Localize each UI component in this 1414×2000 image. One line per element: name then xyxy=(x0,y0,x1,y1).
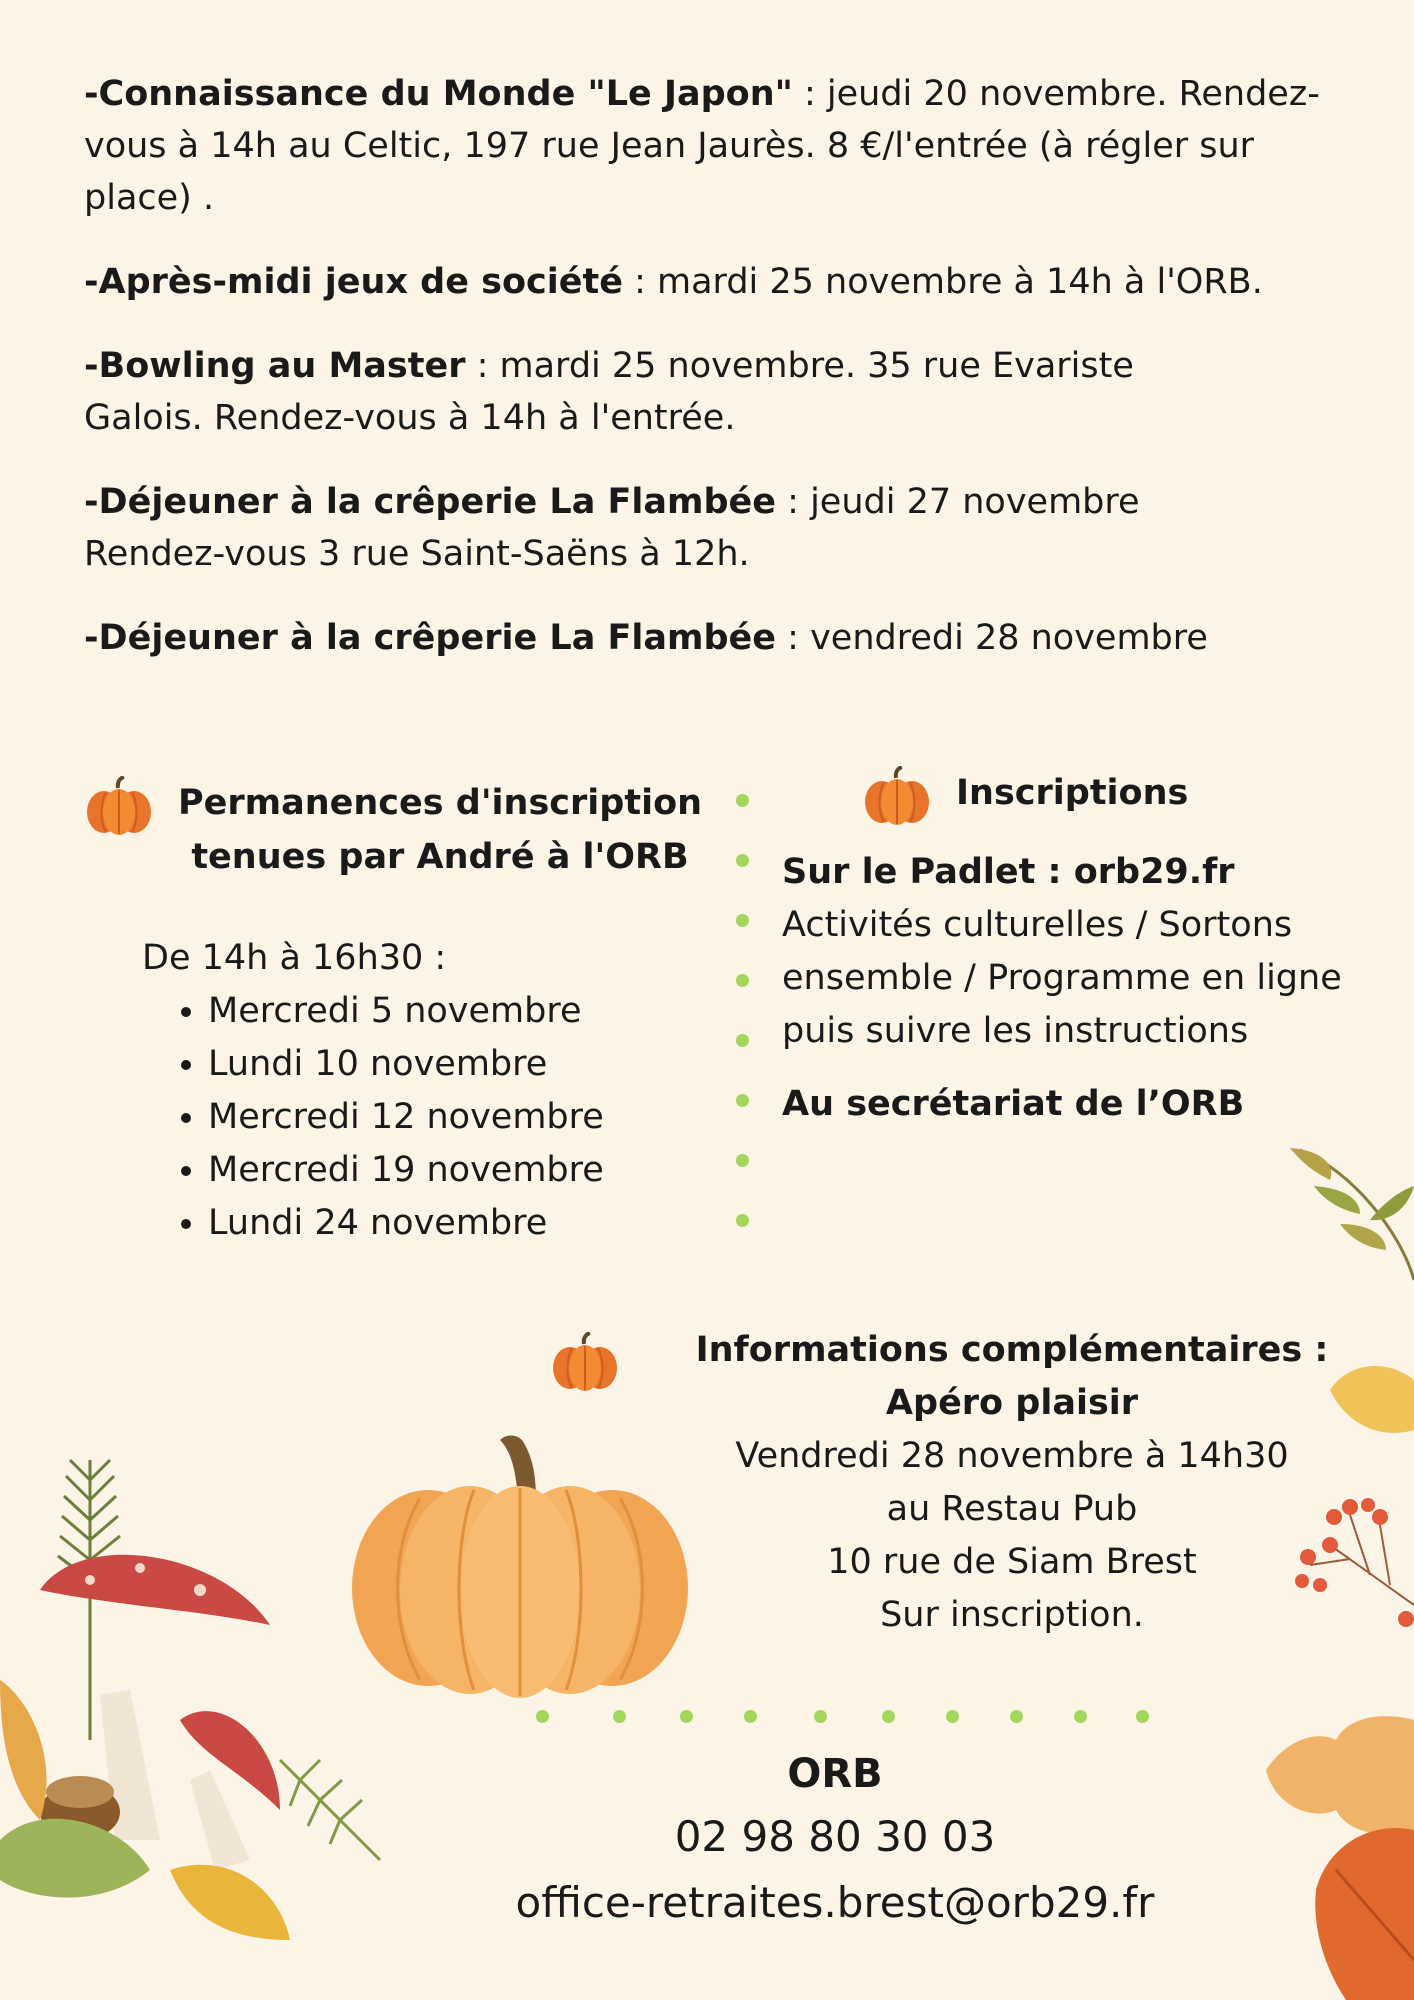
divider-dot xyxy=(736,854,749,867)
divider-dot xyxy=(736,914,749,927)
permanences-title-line: tenues par André à l'ORB xyxy=(191,837,689,877)
permanences-schedule xyxy=(142,932,604,1250)
event-title: -Déjeuner à la crêperie La Flambée xyxy=(84,618,777,658)
event-details: : jeudi 27 novembre Rendez-vous 3 rue Saint-Saëns à 12h. xyxy=(84,482,1140,574)
list-item: • Mercredi 12 novembre xyxy=(208,1091,604,1144)
divider-dot xyxy=(736,1094,749,1107)
divider-dot xyxy=(680,1710,693,1723)
inscriptions-header xyxy=(782,762,1362,832)
divider-dot xyxy=(736,974,749,987)
inscriptions-steps: Activités culturelles / Sortons ensemble / Programme en ligne puis suivre les instructions xyxy=(782,905,1342,1051)
contact-org: ORB xyxy=(787,1751,883,1797)
secretariat-text: Au secrétariat de l’ORB xyxy=(782,1084,1245,1124)
divider-dot xyxy=(736,1154,749,1167)
divider-dot xyxy=(744,1710,757,1723)
divider-dot xyxy=(1074,1710,1087,1723)
inscriptions-title: Inscriptions xyxy=(956,773,1189,813)
divider-dot xyxy=(1136,1710,1149,1723)
permanences-hours: De 14h à 16h30 : xyxy=(142,938,447,978)
divider-dot xyxy=(946,1710,959,1723)
contact-block xyxy=(420,1744,1250,1936)
divider-dot xyxy=(736,1214,749,1227)
divider-dot xyxy=(613,1710,626,1723)
contact-phone[interactable]: 02 98 80 30 03 xyxy=(674,1812,996,1861)
contact-email[interactable]: office-retraites.brest@orb29.fr xyxy=(515,1878,1155,1927)
event-details: : jeudi 20 novembre. Rendez-vous à 14h au Celtic, 197 rue Jean Jaurès. 8 €/l'entrée (à régler sur place) . xyxy=(84,74,1320,218)
oak-leaves-bottom-right xyxy=(1256,1710,1414,2000)
event-item xyxy=(84,476,1224,580)
pumpkin-icon xyxy=(550,1332,620,1396)
event-item xyxy=(84,68,1344,224)
divider-dot xyxy=(882,1710,895,1723)
large-pumpkin-illustration xyxy=(350,1428,690,1698)
event-title: -Après-midi jeux de société xyxy=(84,262,623,302)
divider-dot xyxy=(814,1710,827,1723)
pumpkin-icon xyxy=(862,766,932,830)
list-item: • Lundi 10 novembre xyxy=(208,1038,604,1091)
info-date: Vendredi 28 novembre à 14h30 xyxy=(735,1436,1289,1476)
autumn-leaves-top-right xyxy=(1290,1140,1414,1440)
divider-dot xyxy=(736,794,749,807)
list-item: • Mercredi 5 novembre xyxy=(208,985,604,1038)
list-item: • Lundi 24 novembre xyxy=(208,1197,604,1250)
divider-dot xyxy=(736,1034,749,1047)
inscriptions-body xyxy=(782,846,1362,1131)
event-details: : mardi 25 novembre à 14h à l'ORB. xyxy=(622,262,1263,302)
event-details: : vendredi 28 novembre xyxy=(776,618,1208,658)
permanences-dates xyxy=(142,985,604,1250)
info-address: 10 rue de Siam Brest xyxy=(827,1542,1197,1582)
event-item xyxy=(84,612,1344,664)
event-item xyxy=(84,256,1344,308)
event-title: -Bowling au Master xyxy=(84,346,466,386)
info-event-name: Apéro plaisir xyxy=(885,1383,1139,1423)
event-item xyxy=(84,340,1224,444)
pumpkin-icon xyxy=(84,776,154,840)
divider-dot xyxy=(1010,1710,1023,1723)
mushrooms-leaves-illustration xyxy=(0,1440,400,1960)
list-item: • Mercredi 19 novembre xyxy=(208,1144,604,1197)
vertical-dot-divider xyxy=(736,790,750,1250)
event-details: : mardi 25 novembre. 35 rue Evariste Galois. Rendez-vous à 14h à l'entrée. xyxy=(84,346,1134,438)
info-heading: Informations complémentaires : xyxy=(695,1330,1329,1370)
red-berries-illustration xyxy=(1290,1485,1414,1635)
event-title: -Connaissance du Monde "Le Japon" xyxy=(84,74,793,114)
horizontal-dot-divider xyxy=(536,1710,1156,1724)
events-list xyxy=(84,68,1344,696)
permanences-title-line: Permanences d'inscription xyxy=(177,783,703,823)
divider-dot xyxy=(536,1710,549,1723)
padlet-link[interactable]: Sur le Padlet : orb29.fr xyxy=(782,852,1235,892)
info-note: Sur inscription. xyxy=(880,1595,1144,1635)
inscriptions-section xyxy=(782,762,1362,1124)
info-place: au Restau Pub xyxy=(886,1489,1138,1529)
permanences-title xyxy=(170,776,710,884)
event-title: -Déjeuner à la crêperie La Flambée xyxy=(84,482,777,522)
